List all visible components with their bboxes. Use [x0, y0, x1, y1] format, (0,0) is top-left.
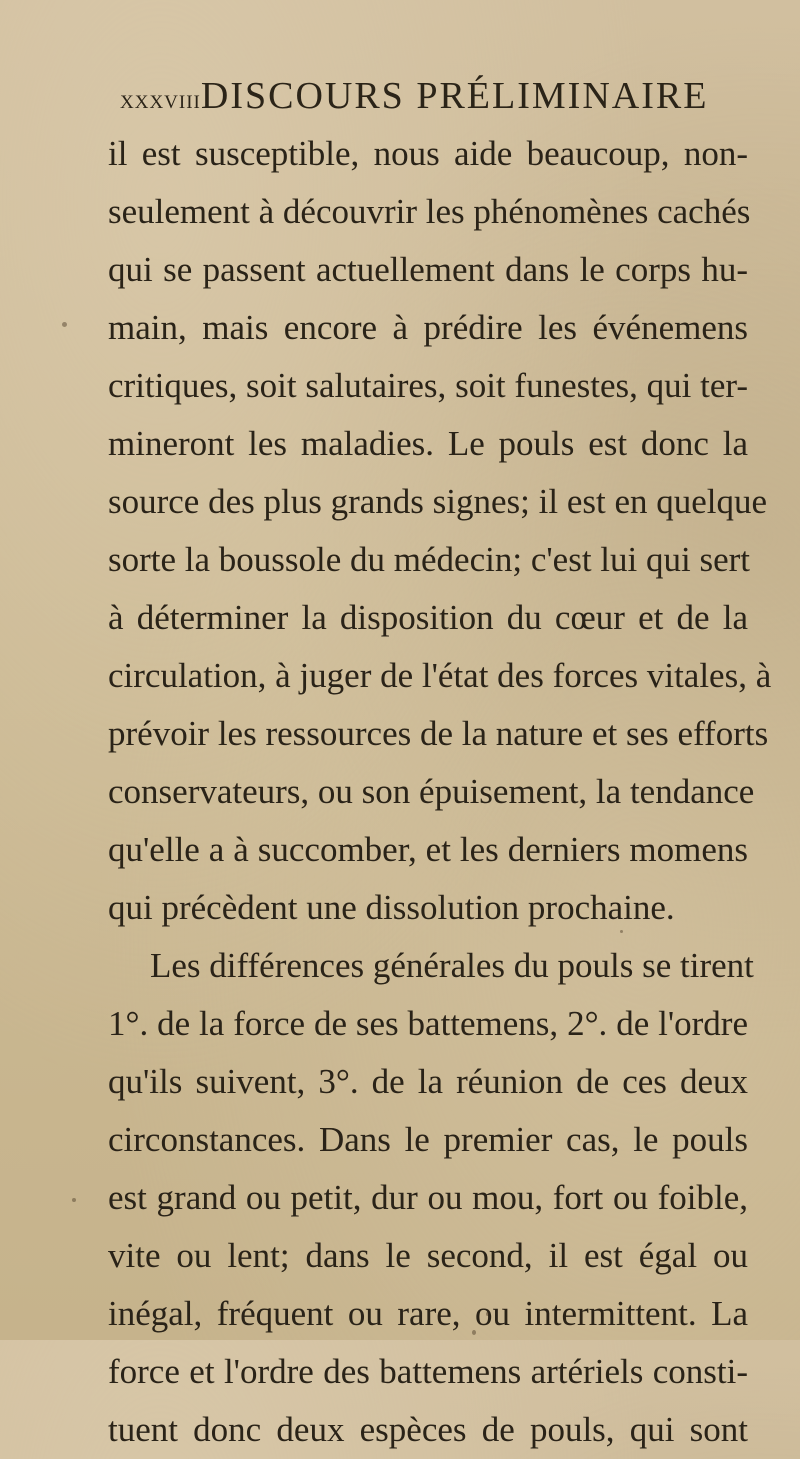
text-line: force et l'ordre des battemens artériels consti-	[108, 1352, 748, 1391]
paper-speck	[472, 1330, 476, 1335]
text-line: vite ou lent; dans le second, il est égal ou	[108, 1236, 748, 1275]
paper-speck	[620, 930, 623, 933]
text-line: prévoir les ressources de la nature et ses efforts	[108, 714, 769, 753]
paper-speck	[72, 1198, 76, 1202]
text-line: qu'elle a à succomber, et les derniers momens	[108, 830, 748, 869]
text-line: à déterminer la disposition du cœur et de la	[108, 598, 748, 637]
running-head	[120, 74, 720, 122]
text-line: est grand ou petit, dur ou mou, fort ou foible,	[108, 1178, 748, 1217]
text-line: circulation, à juger de l'état des forces vitales, à	[108, 656, 772, 695]
text-line: mineront les maladies. Le pouls est donc la	[108, 424, 748, 463]
paragraph-end-line: qui précèdent une dissolution prochaine.	[108, 888, 675, 927]
text-line: circonstances. Dans le premier cas, le pouls	[108, 1120, 748, 1159]
text-line: qu'ils suivent, 3°. de la réunion de ces deux	[108, 1062, 748, 1101]
text-line: inégal, fréquent ou rare, ou intermittent. La	[108, 1294, 748, 1333]
text-line: 1°. de la force de ses battemens, 2°. de l'ordre	[108, 1004, 748, 1043]
running-title: DISCOURS PRÉLIMINAIRE	[200, 75, 709, 117]
text-line: critiques, soit salutaires, soit funestes, qui ter-	[108, 366, 748, 405]
paper-speck	[486, 1312, 489, 1316]
text-line: il est susceptible, nous aide beaucoup, non-	[108, 134, 748, 173]
text-line: sorte la boussole du médecin; c'est lui qui sert	[108, 540, 750, 579]
text-line: conservateurs, ou son épuisement, la tendance	[108, 772, 755, 811]
text-line: main, mais encore à prédire les événemens	[108, 308, 748, 347]
text-line: tuent donc deux espèces de pouls, qui sont	[108, 1410, 748, 1449]
page-number: xxxviii	[120, 84, 201, 114]
paper-speck	[62, 322, 67, 327]
text-line: qui se passent actuellement dans le corps hu-	[108, 250, 748, 289]
paragraph-start-line: Les différences générales du pouls se tirent	[150, 946, 754, 985]
text-line: source des plus grands signes; il est en quelque	[108, 482, 768, 521]
text-line: seulement à découvrir les phénomènes cachés	[108, 192, 751, 231]
